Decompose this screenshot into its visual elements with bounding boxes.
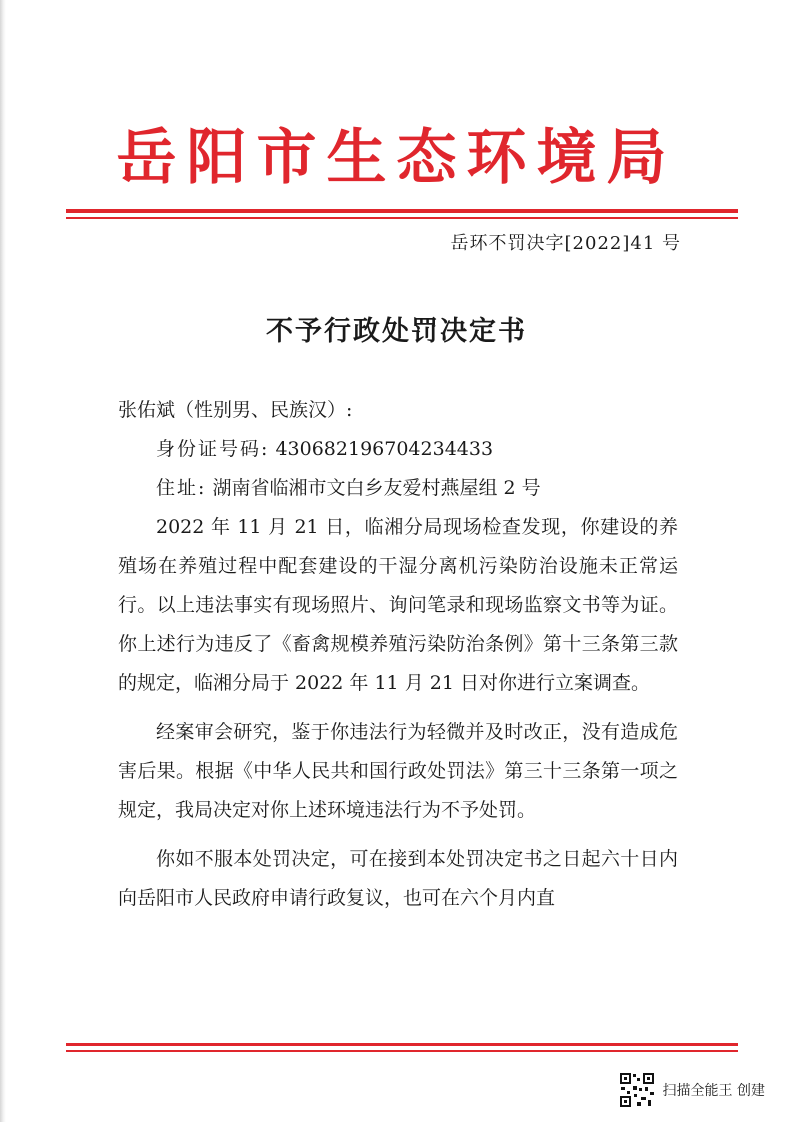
scanner-watermark (619, 1072, 765, 1108)
paragraph-decision: 经案审会研究，鉴于你违法行为轻微并及时改正，没有造成危害后果。根据《中华人民共和国行政处罚法》第三十三条第一项之规定，我局决定对你上述环境违法行为不予处罚。 (118, 721, 678, 821)
letterhead-rule-thick (66, 209, 738, 213)
party-address-line (118, 469, 678, 508)
id-value: 430682196704234433 (275, 438, 494, 460)
paragraph-facts: 2022 年 11 月 21 日，临湘分局现场检查发现，你建设的养殖场在养殖过程中配套建设的干湿分离机污染防治设施未正常运行。以上违法事实有现场照片、询问笔录和现场监察文书等为证。你上述行为违反了《畜禽规模养殖污染防治条例》第十三条第三款的规定，临湘分局于 2022 年 11 月 21 日对你进行立案调查。 (118, 516, 678, 694)
document-body (118, 391, 678, 918)
party-id-line (118, 430, 678, 469)
paragraph-appeal: 你如不服本处罚决定，可在接到本处罚决定书之日起六十日内向岳阳市人民政府申请行政复议，也可在六个月内直 (118, 848, 678, 909)
address-value: 湖南省临湘市文白乡友爱村燕屋组 2 号 (212, 477, 541, 499)
qr-code-icon (619, 1072, 655, 1108)
footer-rule-thick (66, 1043, 738, 1046)
document-title: 不予行政处罚决定书 (266, 316, 527, 347)
id-label: 身份证号码: (156, 438, 270, 460)
letterhead-issuer: 岳阳市生态环境局 (116, 123, 677, 193)
address-label: 住址: (156, 477, 207, 499)
party-name-line: 张佑斌（性别男、民族汉）: (118, 399, 353, 421)
document-number: 岳环不罚决字[2022]41 号 (450, 233, 681, 254)
footer-rule-thin (66, 1050, 738, 1052)
letterhead-rule-thin (66, 217, 738, 219)
watermark-text: 扫描全能王 创建 (662, 1083, 765, 1099)
